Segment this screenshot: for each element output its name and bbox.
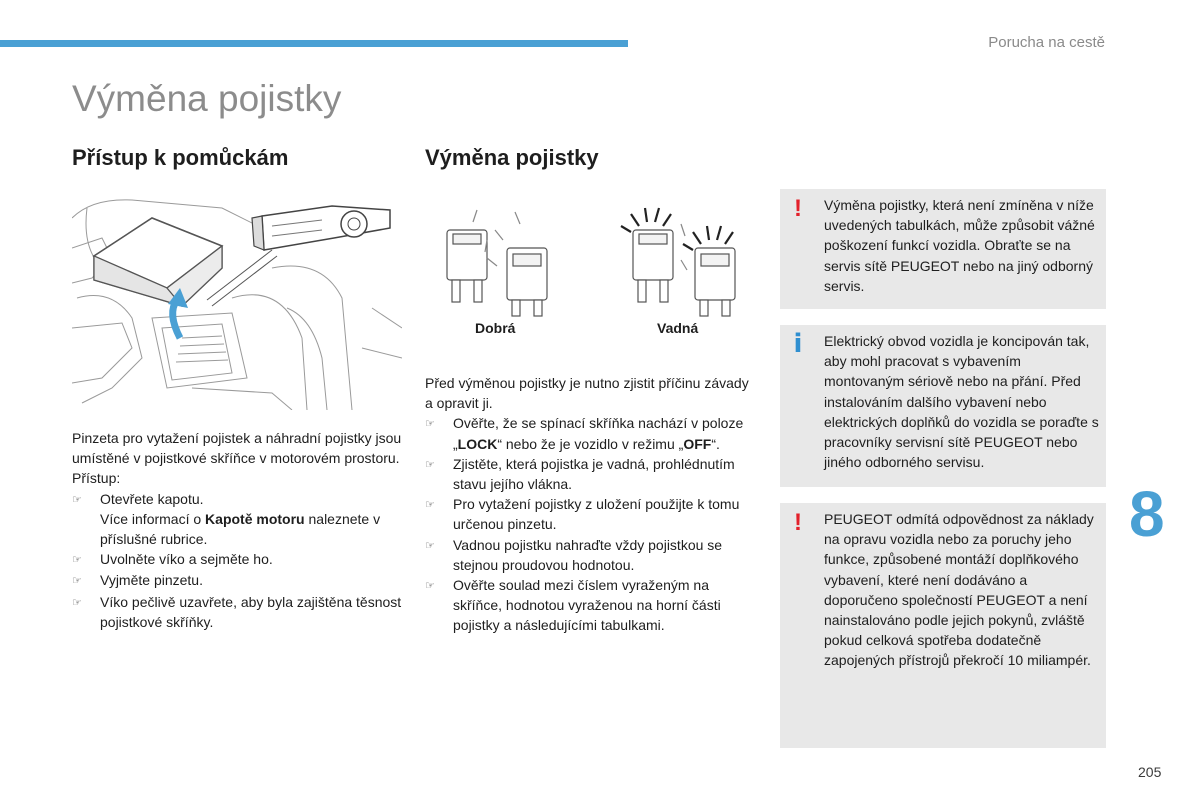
fuse-bad-right <box>695 248 735 316</box>
off-keyword: OFF <box>683 435 712 452</box>
replacement-instructions <box>425 373 760 636</box>
warning-note-text: Výměna pojistky, která není zmíněna v níže uvedených tabulkách, může způsobit vážné poškození funkcí vozidla. Obraťte se na servis sítě PEUGEOT nebo na jiný odborný servis. <box>824 197 1095 294</box>
list-item: ☞ Ověřte, že se spínací skříňka nachází v poloze „LOCK“ nebo že je vozidlo v režimu „OFF“. <box>425 413 760 453</box>
cross-reference: Kapotě motoru <box>205 510 305 527</box>
fuse-good-right <box>507 248 547 316</box>
lock-keyword: LOCK <box>457 435 498 452</box>
replacement-intro: Před výměnou pojistky je nutno zjistit příčinu závady a opravit ji. <box>425 375 749 412</box>
pointing-hand-icon: ☞ <box>425 580 435 593</box>
page-title: Výměna pojistky <box>72 78 342 119</box>
list-item: ☞ Pro vytažení pojistky z uložení použijte k tomu určenou pinzetu. <box>425 494 760 534</box>
list-item: ☞ Uvolněte víko a sejměte ho. <box>72 549 407 570</box>
warning-note-text: PEUGEOT odmítá odpovědnost za náklady na opravu vozidla nebo za poruchy jeho funkce, způsobené montáží doplňkového vybavení, které není dodáváno a doporučeno společností PEUGEOT a není nainstalováno podle jejich pokynů, zvláště pokud celková spotřeba dodatečně zapojených přístrojů překročí 10 miliampér. <box>824 511 1094 669</box>
access-label: Přístup: <box>72 470 121 487</box>
fuse-label-good: Dobrá <box>475 320 516 336</box>
warning-note <box>780 189 1106 309</box>
pointing-hand-icon: ☞ <box>72 493 82 506</box>
list-item: ☞ Vadnou pojistku nahraďte vždy pojistkou se stejnou proudovou hodnotou. <box>425 535 760 575</box>
fuse-label-bad: Vadná <box>657 320 699 336</box>
warning-icon: ! <box>794 195 802 222</box>
access-instructions <box>72 428 407 632</box>
section-label: Porucha na cestě <box>988 34 1105 51</box>
fuse-illustration <box>425 200 755 320</box>
pointing-hand-icon: ☞ <box>425 458 435 471</box>
fuse-box-illustration <box>72 188 402 410</box>
pointing-hand-icon: ☞ <box>72 596 82 609</box>
info-icon: i <box>793 329 803 359</box>
heading-access-tools: Přístup k pomůckám <box>72 145 289 170</box>
top-accent-bar <box>0 40 628 47</box>
list-item: ☞ Otevřete kapotu. Více informací o Kapotě motoru naleznete v příslušné rubrice. <box>72 489 407 550</box>
pointing-hand-icon: ☞ <box>425 539 435 552</box>
info-note <box>780 325 1106 487</box>
info-note-text: Elektrický obvod vozidla je koncipován tak, aby mohl pracovat s vybavením montovaným sériově nebo na přání. Před instalováním dalšího vybavení nebo elektrických doplňků do vozidla se poraďte s pracovníky servisní sítě PEUGEOT nebo jiného odborného servisu. <box>824 333 1099 471</box>
fuse-good-left <box>447 230 487 302</box>
access-intro: Pinzeta pro vytažení pojistek a náhradní pojistky jsou umístěné v pojistkové skříňce v motorovém prostoru. <box>72 430 402 467</box>
pointing-hand-icon: ☞ <box>425 418 435 431</box>
page-number: 205 <box>1138 764 1162 780</box>
pointing-hand-icon: ☞ <box>72 554 82 567</box>
warning-icon: ! <box>794 509 802 536</box>
fuse-box-lid <box>94 218 222 306</box>
list-item: ☞ Víko pečlivě uzavřete, aby byla zajištěna těsnost pojistkové skříňky. <box>72 592 407 632</box>
list-item: ☞ Vyjměte pinzetu. <box>72 570 407 591</box>
fuse-tweezers <box>252 206 390 250</box>
chapter-number: 8 <box>1129 478 1165 550</box>
fuse-bad-left <box>633 230 673 302</box>
warning-note <box>780 503 1106 748</box>
pointing-hand-icon: ☞ <box>425 499 435 512</box>
pointing-hand-icon: ☞ <box>72 575 82 588</box>
list-item: ☞ Ověřte soulad mezi číslem vyraženým na skříňce, hodnotou vyraženou na horní části pojistky a následujícími tabulkami. <box>425 575 760 636</box>
heading-fuse-replacement: Výměna pojistky <box>425 145 599 170</box>
list-item: ☞ Zjistěte, která pojistka je vadná, prohlédnutím stavu jejího vlákna. <box>425 454 760 494</box>
